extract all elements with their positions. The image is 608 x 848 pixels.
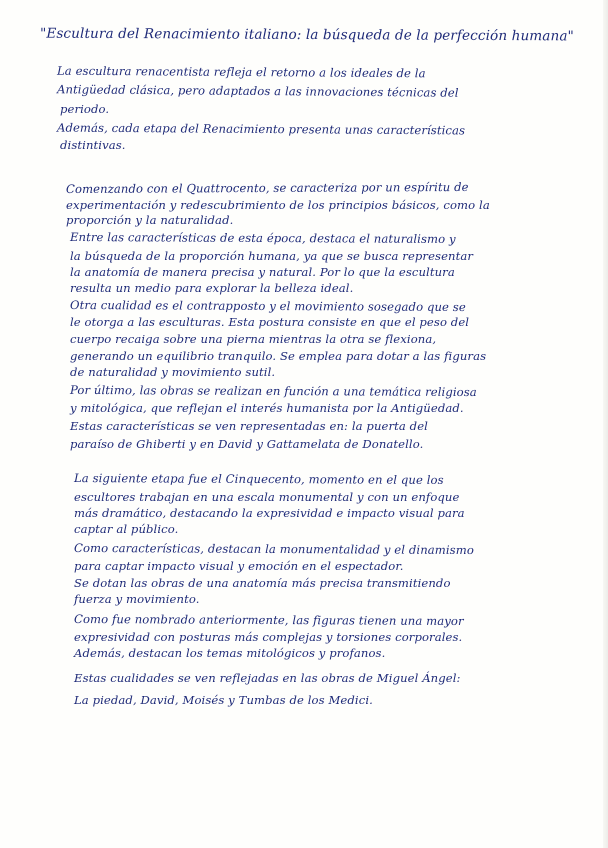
text-line: fuerza y movimiento. — [74, 592, 200, 606]
text-line: Como fue nombrado anteriormente, las figuras tienen una mayor — [73, 611, 464, 629]
text-line: Antigüedad clásica, pero adaptados a las innovaciones técnicas del — [56, 82, 459, 100]
text-line: Estas características se ven representadas en: la puerta del — [70, 419, 428, 433]
page-edge — [603, 0, 608, 848]
essay-title: "Escultura del Renacimiento italiano: la búsqueda de la perfección humana" — [39, 25, 574, 45]
text-line: La siguiente etapa fue el Cinquecento, momento en el que los — [73, 471, 444, 487]
text-line: Se dotan las obras de una anatomía más precisa transmitiendo — [74, 576, 451, 590]
text-line: cuerpo recaiga sobre una pierna mientras la otra se flexiona, — [70, 332, 437, 346]
text-line: Otra cualidad es el contrapposto y el movimiento sosegado que se — [69, 297, 466, 315]
text-line: de naturalidad y movimiento sutil. — [70, 365, 276, 379]
text-line: paraíso de Ghiberti y en David y Gattamelata de Donatello. — [70, 437, 424, 451]
text-line: Además, destacan los temas mitológicos y profanos. — [74, 646, 386, 660]
text-line: generando un equilibrio tranquilo. Se emplea para dotar a las figuras — [70, 349, 487, 363]
text-line: captar al público. — [74, 522, 179, 536]
text-line: Comenzando con el Quattrocento, se caracteriza por un espíritu de — [65, 179, 469, 197]
text-line: escultores trabajan en una escala monumental y con un enfoque — [74, 490, 460, 504]
text-line: Estas cualidades se ven reflejadas en las obras de Miguel Ángel: — [74, 671, 461, 685]
text-line: La piedad, David, Moisés y Tumbas de los Medici. — [74, 693, 373, 707]
text-line: Entre las características de esta época, destaca el naturalismo y — [69, 229, 456, 247]
text-line: Además, cada etapa del Renacimiento presenta unas características — [56, 120, 466, 138]
text-line: Por último, las obras se realizan en función a una temática religiosa — [69, 382, 477, 400]
text-line: Como características, destacan la monumentalidad y el dinamismo — [73, 540, 474, 558]
text-line: la búsqueda de la proporción humana, ya que se busca representar — [70, 249, 474, 263]
text-line: resulta un medio para explorar la belleza ideal. — [70, 281, 354, 295]
text-line: proporción y la naturalidad. — [66, 213, 234, 227]
text-line: y mitológica, que reflejan el interés humanista por la Antigüedad. — [70, 401, 464, 415]
text-line: para captar impacto visual y emoción en el espectador. — [74, 559, 404, 573]
text-line: le otorga a las esculturas. Esta postura consiste en que el peso del — [70, 315, 470, 329]
text-line: la anatomía de manera precisa y natural. Por lo que la escultura — [70, 265, 455, 279]
text-line: más dramático, destacando la expresividad e impacto visual para — [74, 506, 465, 520]
text-line: periodo. — [60, 102, 110, 116]
text-line: experimentación y redescubrimiento de los principios básicos, como la — [66, 198, 490, 212]
text-line: expresividad con posturas más complejas y torsiones corporales. — [74, 630, 463, 644]
text-line: La escultura renacentista refleja el retorno a los ideales de la — [56, 63, 426, 81]
text-line: distintivas. — [60, 138, 126, 152]
